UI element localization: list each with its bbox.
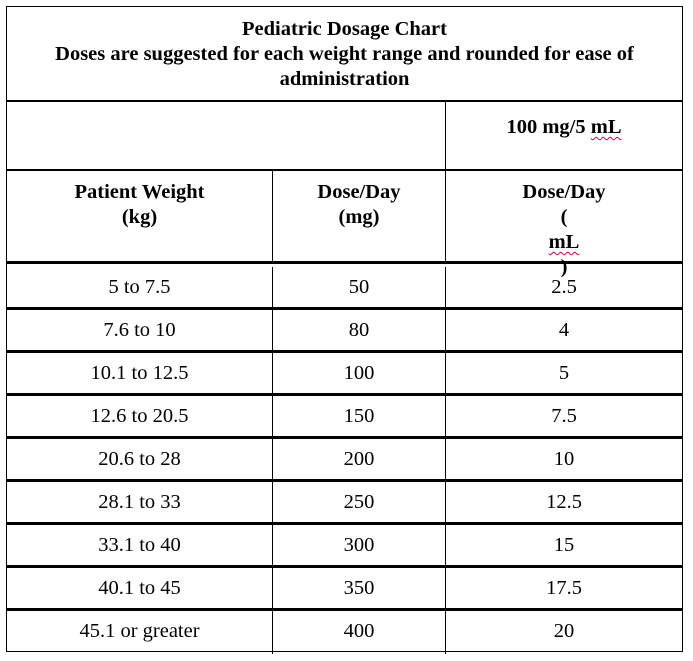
header-weight-unit: (kg)	[121, 206, 158, 228]
header-dose-ml-close-paren: )	[560, 256, 568, 278]
weight-cell: 45.1 or greater	[79, 620, 200, 642]
dose-ml-cell: 15	[445, 525, 682, 565]
header-patient-weight	[7, 171, 272, 261]
table-row	[7, 568, 682, 611]
table-row	[7, 396, 682, 439]
table-row	[7, 611, 682, 654]
table-row	[7, 353, 682, 396]
chart-title: Pediatric Dosage Chart	[242, 18, 447, 40]
dose-ml-cell: 12.5	[445, 482, 682, 522]
dose-ml-cell: 17.5	[445, 568, 682, 608]
dose-ml-cell: 4	[445, 310, 682, 350]
weight-cell: 10.1 to 12.5	[90, 362, 189, 384]
header-dose-ml	[445, 171, 682, 278]
weight-cell: 28.1 to 33	[98, 491, 181, 513]
dose-mg-cell: 80	[272, 310, 445, 350]
dose-mg-cell: 50	[272, 267, 445, 307]
weight-cell: 40.1 to 45	[98, 577, 181, 599]
table-row	[7, 439, 682, 482]
dose-ml-cell: 20	[445, 611, 682, 654]
concentration-unit: mL	[590, 116, 622, 138]
chart-subtitle: Doses are suggested for each weight range and rounded for ease of	[55, 43, 634, 65]
dose-mg-cell: 350	[272, 568, 445, 608]
table-row	[7, 267, 682, 310]
dose-mg-cell: 150	[272, 396, 445, 436]
table-row	[7, 482, 682, 525]
dose-ml-cell: 2.5	[445, 267, 682, 307]
dose-mg-cell: 200	[272, 439, 445, 479]
weight-cell: 12.6 to 20.5	[90, 405, 189, 427]
table-row	[7, 310, 682, 353]
chart-title-block	[7, 7, 682, 102]
dose-mg-cell: 300	[272, 525, 445, 565]
dose-ml-cell: 7.5	[445, 396, 682, 436]
weight-cell: 7.6 to 10	[103, 319, 176, 341]
dosage-chart-table	[6, 6, 683, 652]
header-weight-title: Patient Weight	[74, 181, 205, 203]
dose-ml-cell: 10	[445, 439, 682, 479]
header-dose-mg-title: Dose/Day	[317, 181, 401, 203]
chart-subtitle-continued: administration	[279, 68, 410, 90]
weight-cell: 5 to 7.5	[108, 276, 171, 298]
header-dose-mg-unit: (mg)	[338, 206, 380, 228]
header-row	[7, 171, 682, 278]
dose-mg-cell: 250	[272, 482, 445, 522]
dose-mg-cell: 400	[272, 611, 445, 654]
weight-cell: 20.6 to 28	[98, 448, 181, 470]
concentration-row	[7, 102, 682, 171]
header-dose-ml-unit: mL	[548, 231, 580, 253]
table-row	[7, 525, 682, 568]
dose-ml-cell: 5	[445, 353, 682, 393]
concentration-label	[506, 116, 621, 139]
header-dose-mg	[272, 171, 445, 261]
concentration-blank-cell	[7, 102, 445, 169]
concentration-amount: 100 mg/5	[506, 116, 591, 138]
concentration-cell	[445, 102, 682, 169]
header-dose-ml-title: Dose/Day	[522, 181, 606, 203]
weight-cell: 33.1 to 40	[98, 534, 181, 556]
dose-mg-cell: 100	[272, 353, 445, 393]
header-dose-ml-open-paren: (	[560, 206, 568, 228]
